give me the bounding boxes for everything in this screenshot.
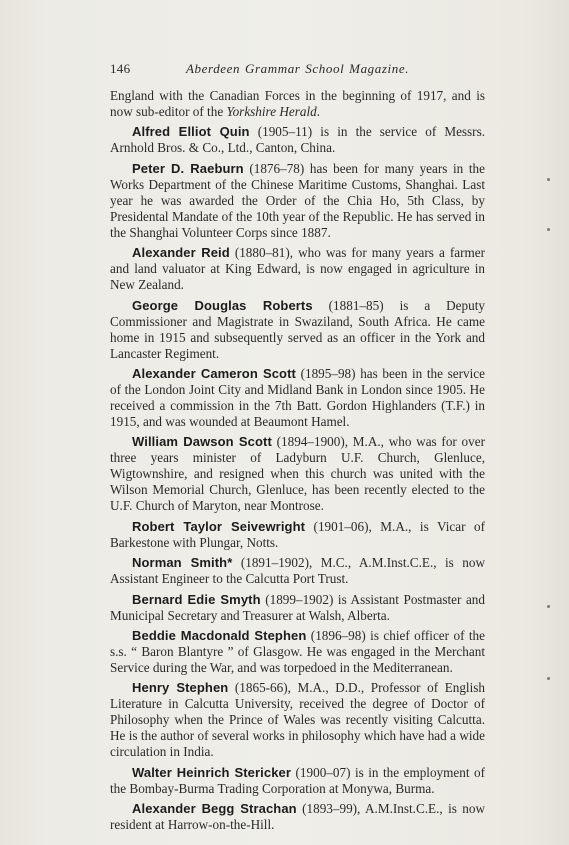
alumni-entry bbox=[110, 765, 485, 797]
alumni-entry bbox=[110, 434, 485, 514]
alumni-name: George Douglas Roberts bbox=[132, 297, 313, 313]
alumni-entry bbox=[110, 298, 485, 362]
alumni-name: Bernard Edie Smyth bbox=[132, 591, 261, 607]
alumni-entry bbox=[110, 555, 485, 587]
alumni-details: (1894–1900), M.A., who was for over three years minister of Ladyburn U.F. Church, Glenluce, Wigtownshire, and resigned when this church was united with the Wilson Memorial Church, Glenluce, has been recently elected to the U.F. Church of Maryton, near Montrose. bbox=[110, 434, 485, 514]
alumni-entry bbox=[110, 161, 485, 241]
alumni-details: (1893–99), A.M.Inst.C.E., is now resident at Harrow-on-the-Hill. bbox=[110, 801, 485, 833]
alumni-details: (1905–11) is in the service of Messrs. Arnhold Bros. & Co., Ltd., Canton, China. bbox=[110, 124, 486, 156]
print-speck bbox=[547, 228, 550, 231]
alumni-entry bbox=[110, 124, 485, 156]
paragraph-text: England with the Canadian Forces in the beginning of 1917, and is now sub-editor of the bbox=[110, 88, 485, 119]
running-head bbox=[110, 61, 490, 77]
alumni-details: (1900–07) is in the employment of the Bombay-Burma Trading Corporation at Monywa, Burma. bbox=[110, 764, 485, 796]
alumni-name: Alexander Reid bbox=[132, 245, 230, 261]
paragraph-text: . bbox=[316, 104, 321, 119]
alumni-name: Robert Taylor Seivewright bbox=[132, 518, 306, 534]
magazine-title: Aberdeen Grammar School Magazine. bbox=[186, 61, 410, 76]
page-number: 146 bbox=[110, 61, 131, 76]
alumni-details: (1880–81), who was for many years a farmer and land valuator at King Edward, is now engaged in agriculture in New Zealand. bbox=[110, 245, 485, 293]
alumni-details: (1895–98) has been in the service of the London Joint City and Midland Bank in London since 1905. He received a commission in the 7th Batt. Gordon Highlanders (T.F.) in 1915, and was wounded at Beaumont Hamel. bbox=[110, 365, 486, 429]
alumni-details: (1899–1902) is Assistant Postmaster and Municipal Secretary and Treasurer at Walsh, Alberta. bbox=[110, 591, 485, 623]
alumni-details: (1896–98) is chief officer of the s.s. “ Baron Blantyre ” of Glasgow. He was engaged in the Merchant Service during the War, and was torpedoed in the Mediterranean. bbox=[110, 627, 485, 675]
alumni-entry bbox=[110, 680, 485, 760]
alumni-details: (1881–85) is a Deputy Commissioner and Magistrate in Swaziland, South Africa. He came home in 1915 and subsequently served as an officer in the York and Lancaster Regiment. bbox=[110, 297, 485, 361]
alumni-entry bbox=[110, 519, 485, 551]
alumni-details: (1876–78) has been for many years in the Works Department of the Chinese Maritime Customs, Shanghai. Last year he was awarded the Order of the Chia Ho, 5th Class, by Presidental Mandate of the 10th year of the Republic. He has served in the Shanghai Volunteer Corps since 1887. bbox=[110, 160, 486, 240]
continued-paragraph bbox=[110, 88, 485, 120]
alumni-entry bbox=[110, 628, 485, 676]
text-column bbox=[110, 88, 485, 837]
alumni-name: Beddie Macdonald Stephen bbox=[132, 627, 307, 643]
print-speck bbox=[547, 178, 550, 181]
alumni-details: (1901–06), M.A., is Vicar of Barkestone with Plungar, Notts. bbox=[110, 518, 485, 550]
alumni-name: Alexander Cameron Scott bbox=[132, 365, 296, 381]
alumni-details: (1865-66), M.A., D.D., Professor of English Literature in Calcutta University, received the degree of Doctor of Philosophy when the Prince of Wales was recently visiting Calcutta. He is the author of several works in philosophy which have had a wide circulation in India. bbox=[110, 680, 485, 760]
alumni-details: (1891–1902), M.C., A.M.Inst.C.E., is now Assistant Engineer to the Calcutta Port Trust. bbox=[110, 555, 485, 587]
alumni-entry bbox=[110, 592, 485, 624]
alumni-entry bbox=[110, 245, 485, 293]
alumni-name: Alexander Begg Strachan bbox=[132, 801, 297, 817]
alumni-name: Peter D. Raeburn bbox=[132, 160, 244, 176]
print-speck bbox=[547, 677, 550, 680]
alumni-entry bbox=[110, 801, 485, 833]
alumni-name: Henry Stephen bbox=[132, 680, 229, 696]
alumni-name: Walter Heinrich Stericker bbox=[132, 764, 292, 780]
newspaper-title: Yorkshire Herald bbox=[226, 104, 317, 119]
print-speck bbox=[547, 605, 550, 608]
alumni-name: Alfred Elliot Quin bbox=[132, 124, 250, 140]
alumni-name: William Dawson Scott bbox=[132, 434, 272, 450]
alumni-entry bbox=[110, 366, 485, 430]
alumni-name: Norman Smith* bbox=[132, 555, 233, 571]
